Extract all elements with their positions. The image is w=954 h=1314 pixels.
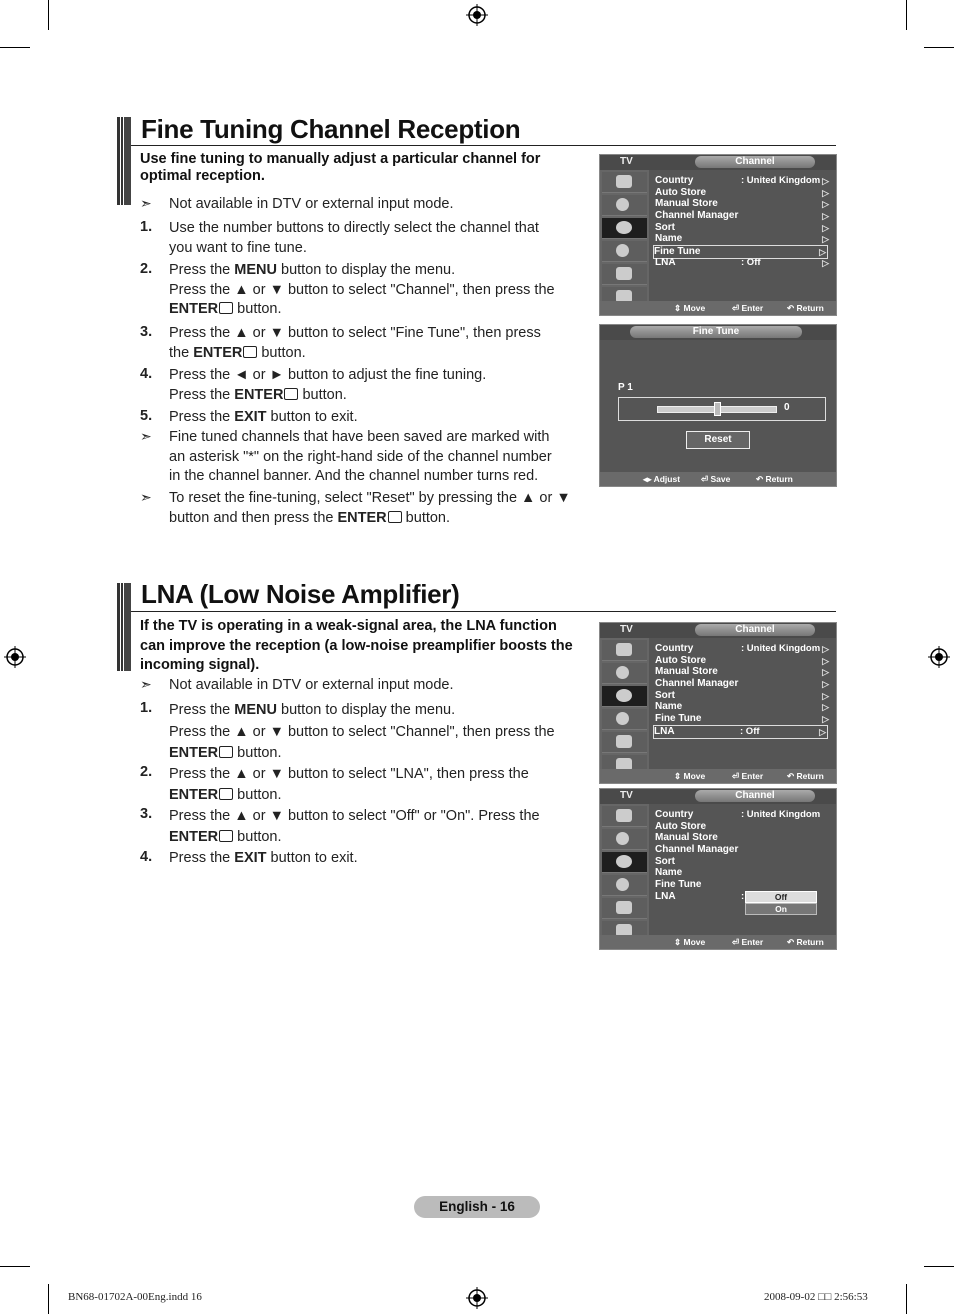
step-number: 4. [140, 849, 153, 865]
step-line: Press the MENU button to display the menu. [169, 262, 456, 278]
note-line: Fine tuned channels that have been saved are marked with [169, 429, 550, 445]
fine-tune-value: 0 [784, 402, 790, 413]
step-number: 2. [140, 764, 153, 780]
step-line: Press the ▲ or ▼ button to select "Off" or "On". Press the [169, 808, 540, 824]
menu-item-country: Country : United Kingdom ▷ [655, 175, 829, 186]
section-intro: Use fine tuning to manually adjust a particular channel for optimal reception. [140, 151, 541, 184]
step-line: Press the MENU button to display the menu. [169, 702, 456, 718]
lna-option-on[interactable]: On [745, 903, 817, 915]
menu-item-channel-manager: Channel Manager ▷ [655, 210, 829, 221]
step-line: Press the ▲ or ▼ button to select "Fine Tune", then press [169, 325, 541, 341]
footer-timestamp: 2008-09-02 □□ 2:56:53 [764, 1291, 868, 1303]
note-line: button and then press the ENTER button. [169, 509, 451, 526]
section-intro [140, 617, 585, 676]
step-number: 1. [140, 700, 153, 716]
registration-mark-icon [928, 646, 950, 668]
step-line: Press the ▲ or ▼ button to select "Channel", then press the [169, 281, 555, 298]
note-line: an asterisk "*" on the right-hand side of the channel number [169, 448, 552, 465]
menu-item-channel-manager: Channel Manager ▷ [655, 678, 829, 689]
note-line: To reset the fine-tuning, select "Reset" by pressing the ▲ or ▼ [169, 490, 571, 506]
fine-tune-slider-frame [618, 397, 826, 421]
menu-item-auto-store: Auto Store [655, 821, 707, 832]
osd-title: Channel [695, 156, 815, 168]
menu-item-sort: Sort [655, 856, 675, 867]
step-line: Press the EXIT button to exit. [169, 409, 358, 425]
menu-item-manual-store: Manual Store [655, 832, 718, 843]
menu-item-name: Name ▷ [655, 701, 829, 712]
registration-mark-icon [466, 4, 488, 26]
menu-item-sort: Sort ▷ [655, 222, 829, 233]
enter-icon [243, 346, 257, 358]
step-text [169, 366, 486, 405]
section-marker-bar [117, 117, 131, 205]
sound-icon [602, 829, 647, 850]
sound-icon [602, 663, 647, 684]
section-title: LNA (Low Noise Amplifier) [141, 579, 460, 609]
picture-icon [602, 640, 647, 661]
step-text [169, 219, 539, 258]
input-icon [602, 264, 647, 285]
osd-menu-list [649, 638, 836, 769]
fine-tune-slider-thumb[interactable] [714, 402, 721, 416]
step-line: Press the EXIT button to exit. [169, 850, 358, 866]
menu-item-auto-store: Auto Store ▷ [655, 655, 829, 666]
section-rule [131, 145, 836, 146]
step-number: 1. [140, 219, 153, 235]
osd-menu-list [649, 170, 836, 301]
osd-bottom-bar: ◂▸ Adjust ⏎ Save ↶ Return [600, 472, 836, 486]
tv-osd-channel-menu [599, 154, 837, 316]
menu-item-lna: LNA : [655, 891, 745, 902]
note-text [169, 489, 571, 528]
step-line: you want to fine tune. [169, 239, 307, 256]
channel-icon [602, 686, 647, 707]
section-title: Fine Tuning Channel Reception [141, 114, 521, 144]
enter-icon [284, 388, 298, 400]
crop-mark [906, 1284, 907, 1314]
crop-mark [924, 47, 954, 48]
step-number: 5. [140, 408, 153, 424]
tv-osd-fine-tune [599, 324, 837, 487]
setup-icon [602, 709, 647, 730]
input-icon [602, 732, 647, 753]
picture-icon [602, 806, 647, 827]
note-arrow-icon: ➣ [140, 195, 152, 211]
step-line: Press the ENTER button. [169, 386, 347, 403]
step-text [169, 849, 358, 869]
osd-fine-tune-body [600, 340, 836, 472]
channel-icon [602, 218, 647, 239]
crop-mark [924, 1266, 954, 1267]
osd-sidebar [600, 638, 649, 769]
menu-item-country: Country : United Kingdom ▷ [655, 643, 829, 654]
note-text [169, 428, 552, 487]
reset-button[interactable]: Reset [686, 431, 750, 449]
enter-icon [388, 511, 402, 523]
input-icon [602, 898, 647, 919]
step-text [169, 408, 358, 428]
osd-sidebar [600, 804, 649, 935]
sound-icon [602, 195, 647, 216]
step-line: the ENTER button. [169, 344, 306, 361]
menu-item-fine-tune: Fine Tune ▷ [654, 246, 826, 257]
osd-sidebar [600, 170, 649, 301]
osd-tv-label: TV [620, 790, 633, 801]
osd-title: Channel [695, 790, 815, 802]
note-line: in the channel banner. And the channel number turns red. [169, 468, 539, 484]
step-line: ENTER button. [169, 787, 282, 803]
step-number: 3. [140, 806, 153, 822]
enter-icon [219, 830, 233, 842]
step-line: ENTER button. [169, 829, 282, 845]
menu-item-name: Name ▷ [655, 233, 829, 244]
osd-tv-label: TV [620, 624, 633, 635]
step-number: 3. [140, 324, 153, 340]
setup-icon [602, 875, 647, 896]
step-line: Press the ▲ or ▼ button to select "Channel", then press the [169, 723, 555, 740]
menu-item-lna: LNA : Off ▷ [654, 726, 826, 737]
page-number-label: English - 16 [414, 1196, 540, 1218]
section-marker-bar [117, 583, 131, 671]
tv-osd-channel-menu [599, 622, 837, 784]
step-number: 4. [140, 366, 153, 382]
note-arrow-icon: ➣ [140, 489, 152, 505]
note-arrow-icon: ➣ [140, 676, 152, 692]
note-text: Not available in DTV or external input mode. [169, 677, 454, 693]
step-line: Use the number buttons to directly select the channel that [169, 220, 539, 236]
crop-mark [0, 47, 30, 48]
menu-item-sort: Sort ▷ [655, 690, 829, 701]
registration-mark-icon [4, 646, 26, 668]
lna-option-off[interactable]: Off [745, 891, 817, 903]
menu-item-fine-tune: Fine Tune ▷ [655, 713, 829, 724]
step-text [169, 324, 541, 363]
footer-file-info: BN68-01702A-00Eng.indd 16 [68, 1291, 202, 1303]
menu-item-country: Country : United Kingdom [655, 809, 821, 820]
osd-title: Channel [695, 624, 815, 636]
menu-item-name: Name [655, 867, 683, 878]
step-line: ENTER button. [169, 745, 282, 761]
step-text [169, 806, 540, 848]
menu-item-auto-store: Auto Store ▷ [655, 187, 829, 198]
menu-item-lna: LNA : Off ▷ [655, 257, 829, 268]
crop-mark [48, 1284, 49, 1314]
section-rule [131, 611, 836, 612]
channel-icon [602, 852, 647, 873]
tv-osd-lna-options [599, 788, 837, 950]
step-line: Press the ◄ or ► button to adjust the fine tuning. [169, 367, 487, 383]
menu-item-manual-store: Manual Store ▷ [655, 666, 829, 677]
enter-icon [219, 788, 233, 800]
step-text [169, 764, 529, 806]
step-number: 2. [140, 261, 153, 277]
enter-icon [219, 302, 233, 314]
osd-title: Fine Tune [630, 326, 802, 338]
crop-mark [906, 0, 907, 30]
program-label: P 1 [618, 382, 633, 393]
picture-icon [602, 172, 647, 193]
osd-menu-list [649, 804, 836, 935]
osd-bottom-bar: ⇕ Move ⏎ Enter ↶ Return [600, 935, 836, 949]
setup-icon [602, 241, 647, 262]
intro-line: incoming signal). [140, 657, 260, 673]
step-line: Press the ▲ or ▼ button to select "LNA", then press the [169, 766, 529, 782]
osd-tv-label: TV [620, 156, 633, 167]
intro-line: If the TV is operating in a weak-signal area, the LNA function [140, 618, 557, 634]
menu-item-channel-manager: Channel Manager [655, 844, 739, 855]
menu-item-manual-store: Manual Store ▷ [655, 198, 829, 209]
note-arrow-icon: ➣ [140, 428, 152, 444]
menu-item-fine-tune: Fine Tune [655, 879, 702, 890]
crop-mark [48, 0, 49, 30]
osd-bottom-bar: ⇕ Move ⏎ Enter ↶ Return [600, 769, 836, 783]
intro-line: can improve the reception (a low-noise preamplifier boosts the [140, 637, 573, 654]
note-text: Not available in DTV or external input mode. [169, 196, 454, 212]
step-line: ENTER button. [169, 301, 282, 317]
step-text [169, 261, 555, 320]
step-text [169, 700, 555, 765]
enter-icon [219, 746, 233, 758]
osd-bottom-bar: ⇕ Move ⏎ Enter ↶ Return [600, 301, 836, 315]
crop-mark [0, 1266, 30, 1267]
registration-mark-icon [466, 1287, 488, 1309]
